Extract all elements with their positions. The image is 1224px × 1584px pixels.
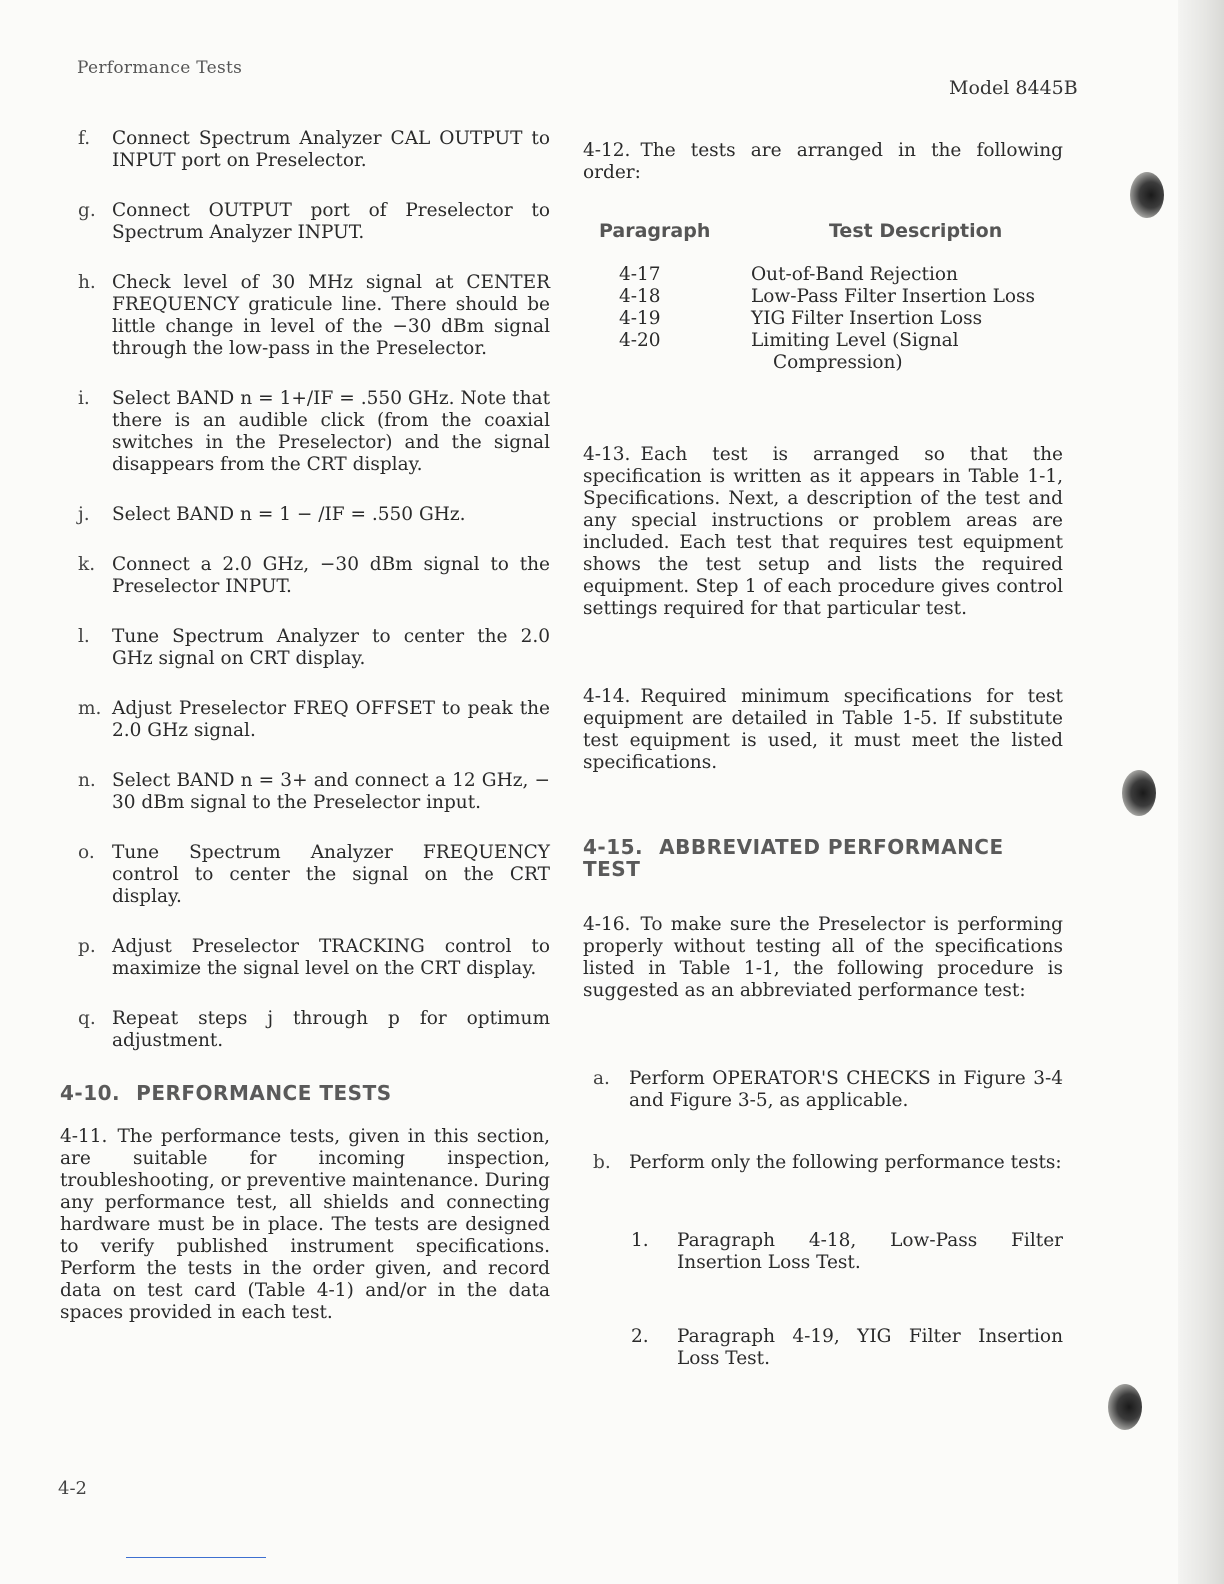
binder-hole-middle <box>1122 770 1156 816</box>
paragraph-number: 4-11. <box>60 1126 108 1147</box>
paragraph-number: 4-13. <box>583 444 631 465</box>
paragraph-text: The performance tests, given in this section, are suitable for incoming inspection, troubleshooting, or preventive maintenance. During any performance test, all shields and connecting hardware must be in place. The tests are designed to verify published instrument specifications. Perform the tests in the order given, and record data on test card (Table 4-1) and/or in the data spaces provided in each test. <box>60 1126 551 1323</box>
step-letter: o. <box>78 842 95 863</box>
paragraph-ref: 4-18 <box>619 286 661 307</box>
running-header: Performance Tests <box>77 58 243 78</box>
paragraph-text: The tests are arranged in the following order: <box>583 140 1063 183</box>
test-description: Low-Pass Filter Insertion Loss <box>751 286 1036 307</box>
abbrev-substep-1 <box>629 1230 1063 1274</box>
step-letter: h. <box>78 272 96 293</box>
paragraph-4-11 <box>60 1126 550 1324</box>
table-header <box>583 220 1063 242</box>
section-heading-performance-tests <box>60 1082 550 1104</box>
step-letter: b. <box>593 1152 611 1173</box>
procedure-step <box>60 842 550 908</box>
procedure-step <box>60 770 550 814</box>
section-title: PERFORMANCE TESTS <box>136 1081 392 1105</box>
page-number: 4-2 <box>58 1478 87 1499</box>
step-letter: a. <box>593 1068 610 1089</box>
test-description-continued: Compression) <box>773 352 903 373</box>
table-row <box>583 308 1063 330</box>
step-letter: f. <box>78 128 91 149</box>
step-letter: j. <box>78 504 90 525</box>
step-letter: q. <box>78 1008 96 1029</box>
abbrev-substep-2 <box>629 1326 1063 1370</box>
test-description-cell <box>751 308 1063 330</box>
paragraph-4-14 <box>583 686 1063 774</box>
table-body <box>583 264 1063 374</box>
procedure-step <box>60 554 550 598</box>
step-text: Check level of 30 MHz signal at CENTER FREQUENCY graticule line. There should be little change in level of the −30 dBm signal through the low-pass in the Preselector. <box>112 272 550 359</box>
test-description-cell <box>751 330 1063 374</box>
link-underline <box>126 1557 266 1558</box>
paragraph-number: 4-12. <box>583 140 631 161</box>
test-order-table <box>583 220 1063 374</box>
table-row <box>583 286 1063 308</box>
table-row <box>583 264 1063 286</box>
procedure-step <box>60 504 550 526</box>
step-text: Connect OUTPUT port of Preselector to Spectrum Analyzer INPUT. <box>112 200 550 243</box>
procedure-step <box>60 1008 550 1052</box>
step-letter: m. <box>78 698 102 719</box>
step-text: Adjust Preselector FREQ OFFSET to peak the 2.0 GHz signal. <box>112 698 550 741</box>
procedure-step <box>60 272 550 360</box>
step-letter: l. <box>78 626 90 647</box>
step-text: Perform only the following performance tests: <box>629 1152 1062 1173</box>
procedure-step <box>60 388 550 476</box>
column-header-paragraph: Paragraph <box>599 220 711 242</box>
test-description: Out-of-Band Rejection <box>751 264 958 285</box>
step-letter: k. <box>78 554 96 575</box>
procedure-step <box>60 936 550 980</box>
step-letter: g. <box>78 200 96 221</box>
test-description: Limiting Level (Signal <box>751 330 959 351</box>
step-text: Connect a 2.0 GHz, −30 dBm signal to the Preselector INPUT. <box>112 554 550 597</box>
procedure-steps <box>60 128 550 1052</box>
step-text: Tune Spectrum Analyzer to center the 2.0 GHz signal on CRT display. <box>112 626 550 669</box>
section-number: 4-15. <box>583 835 644 859</box>
procedure-step <box>60 200 550 244</box>
step-letter: p. <box>78 936 96 957</box>
step-letter: i. <box>78 388 90 409</box>
step-text: Tune Spectrum Analyzer FREQUENCY control to center the signal on the CRT display. <box>112 842 550 907</box>
procedure-step <box>60 626 550 670</box>
test-description: YIG Filter Insertion Loss <box>751 308 983 329</box>
substep-text: Paragraph 4-19, YIG Filter Insertion Loss Test. <box>677 1326 1063 1369</box>
model-number: Model 8445B <box>949 77 1078 99</box>
binder-hole-bottom <box>1108 1384 1142 1430</box>
abbrev-step-b <box>583 1152 1063 1174</box>
page-edge <box>1178 0 1224 1584</box>
step-text: Perform OPERATOR'S CHECKS in Figure 3-4 and Figure 3-5, as applicable. <box>629 1068 1063 1111</box>
paragraph-4-13 <box>583 444 1063 620</box>
table-row <box>583 330 1063 374</box>
paragraph-4-12 <box>583 140 1063 184</box>
test-description-cell <box>751 286 1063 308</box>
paragraph-text: Required minimum specifications for test equipment are detailed in Table 1-5. If substitute test equipment is used, it must meet the listed specifications. <box>583 686 1063 773</box>
paragraph-number: 4-14. <box>583 686 631 707</box>
substep-number: 1. <box>631 1230 649 1251</box>
left-column <box>60 128 550 1348</box>
step-text: Select BAND n = 1 − /IF = .550 GHz. <box>112 504 466 525</box>
paragraph-text: To make sure the Preselector is performing properly without testing all of the specifications listed in Table 1-1, the following procedure is suggested as an abbreviated performance test: <box>583 914 1063 1001</box>
right-column <box>583 140 1063 1422</box>
binder-hole-top <box>1130 172 1164 218</box>
substep-number: 2. <box>631 1326 649 1347</box>
step-letter: n. <box>78 770 96 791</box>
abbrev-step-a <box>583 1068 1063 1112</box>
step-text: Select BAND n = 1+/IF = .550 GHz. Note that there is an audible click (from the coaxial switches in the Preselector) and the signal disappears from the CRT display. <box>112 388 550 475</box>
step-text: Repeat steps j through p for optimum adjustment. <box>112 1008 550 1051</box>
paragraph-ref: 4-17 <box>619 264 661 285</box>
section-heading-abbreviated-test <box>583 836 1063 880</box>
step-text: Select BAND n = 3+ and connect a 12 GHz, − 30 dBm signal to the Preselector input. <box>112 770 550 813</box>
paragraph-ref: 4-19 <box>619 308 661 329</box>
section-number: 4-10. <box>60 1081 121 1105</box>
test-description-cell <box>751 264 1063 286</box>
procedure-step <box>60 698 550 742</box>
column-header-description: Test Description <box>829 220 1003 242</box>
paragraph-number: 4-16. <box>583 914 631 935</box>
procedure-step <box>60 128 550 172</box>
substep-text: Paragraph 4-18, Low-Pass Filter Insertion Loss Test. <box>677 1230 1063 1273</box>
step-text: Adjust Preselector TRACKING control to maximize the signal level on the CRT display. <box>112 936 550 979</box>
paragraph-ref: 4-20 <box>619 330 661 351</box>
paragraph-4-16 <box>583 914 1063 1002</box>
paragraph-text: Each test is arranged so that the specification is written as it appears in Table 1-1, Specifications. Next, a description of the test and any special instructions or problem areas are included. Each test that requires test equipment shows the test setup and lists the required equipment. Step 1 of each procedure gives control settings required for that particular test. <box>583 444 1063 619</box>
step-text: Connect Spectrum Analyzer CAL OUTPUT to INPUT port on Preselector. <box>112 128 550 171</box>
section-title: ABBREVIATED PERFORMANCE TEST <box>583 835 1004 881</box>
